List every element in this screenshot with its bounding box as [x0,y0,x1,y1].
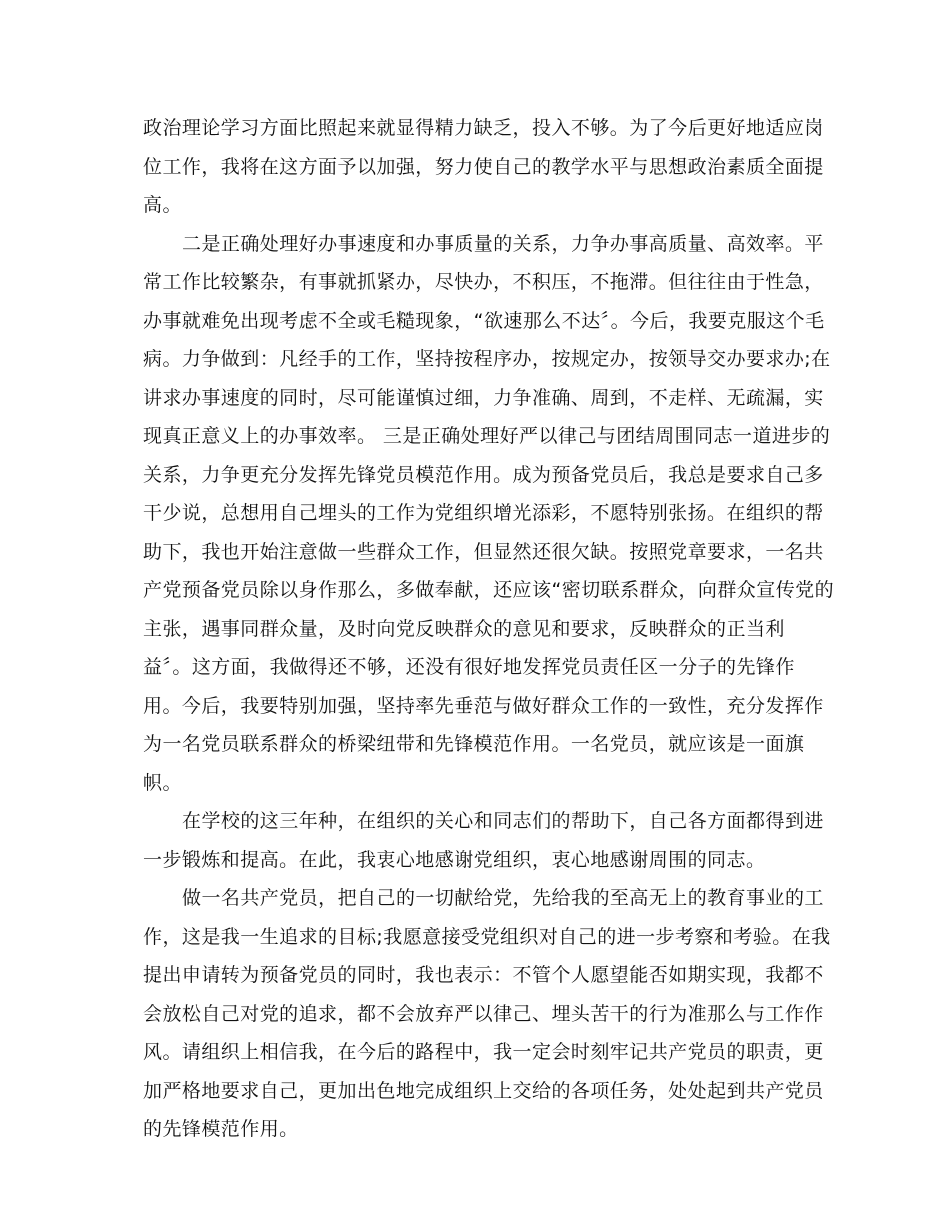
text-line: 提出申请转为预备党员的同时，我也表示：不管个人愿望能否如期实现，我都不 [143,964,824,986]
text-line: 为一名党员联系群众的桥梁纽带和先锋模范作用。一名党员，就应该是一面旗 [143,733,805,755]
text-line: 政治理论学习方面比照起来就显得精力缺乏，投入不够。为了今后更好地适应岗 [143,117,824,139]
text-line: 一步锻炼和提高。在此，我衷心地感谢党组织，衷心地感谢周围的同志。 [143,849,766,871]
text-line: 二是正确处理好办事速度和办事质量的关系，力争办事高质量、高效率。平 [182,233,824,255]
text-line: 高。 [143,194,182,216]
text-line: 用。今后，我要特别加强，坚持率先垂范与做好群众工作的一致性，充分发挥作 [143,695,824,717]
text-line: 加严格地要求自己，更加出色地完成组织上交给的各项任务，处处起到共产党员 [143,1080,824,1102]
text-line: 关系，力争更充分发挥先锋党员模范作用。成为预备党员后，我总是要求自己多 [143,464,824,486]
text-line: 产党预备党员除以身作那么，多做奉献，还应该“密切联系群众，向群众宣传党的 [143,579,835,601]
text-line: 位工作，我将在这方面予以加强，努力使自己的教学水平与思想政治素质全面提 [143,156,824,178]
text-line: 办事就难免出现考虑不全或毛糙现象，“欲速那么不达〞。今后，我要克服这个毛 [143,310,825,332]
text-line: 帜。 [143,772,182,794]
text-line: 作，这是我一生追求的目标;我愿意接受党组织对自己的进一步考察和考验。在我 [143,926,831,948]
text-line: 干少说，总想用自己埋头的工作为党组织增光添彩，不愿特别张扬。在组织的帮 [143,502,824,524]
text-line: 常工作比较繁杂，有事就抓紧办，尽快办，不积压，不拖滞。但往往由于性急， [143,271,824,293]
text-line: 在学校的这三年种，在组织的关心和同志们的帮助下，自己各方面都得到进 [182,810,824,832]
text-line: 讲求办事速度的同时，尽可能谨慎过细，力争准确、周到，不走样、无疏漏，实 [143,387,824,409]
text-line: 主张，遇事同群众量，及时向党反映群众的意见和要求，反映群众的正当利 [143,618,785,640]
text-line: 风。请组织上相信我，在今后的路程中，我一定会时刻牢记共产党员的职责，更 [143,1041,824,1063]
text-line: 做一名共产党员，把自己的一切献给党，先给我的至高无上的教育事业的工 [182,887,824,909]
text-line: 现真正意义上的办事效率。 三是正确处理好严以律己与团结周围同志一道进步的 [143,425,831,447]
text-line: 益〞。这方面，我做得还不够，还没有很好地发挥党员责任区一分子的先锋作 [143,656,795,678]
text-line: 会放松自己对党的追求，都不会放弃严以律己、埋头苦干的行为准那么与工作作 [143,1003,824,1025]
text-line: 助下，我也开始注意做一些群众工作，但显然还很欠缺。按照党章要求，一名共 [143,541,824,563]
text-line: 的先锋模范作用。 [143,1118,299,1140]
text-line: 病。力争做到：凡经手的工作，坚持按程序办，按规定办，按领导交办要求办;在 [143,348,831,370]
